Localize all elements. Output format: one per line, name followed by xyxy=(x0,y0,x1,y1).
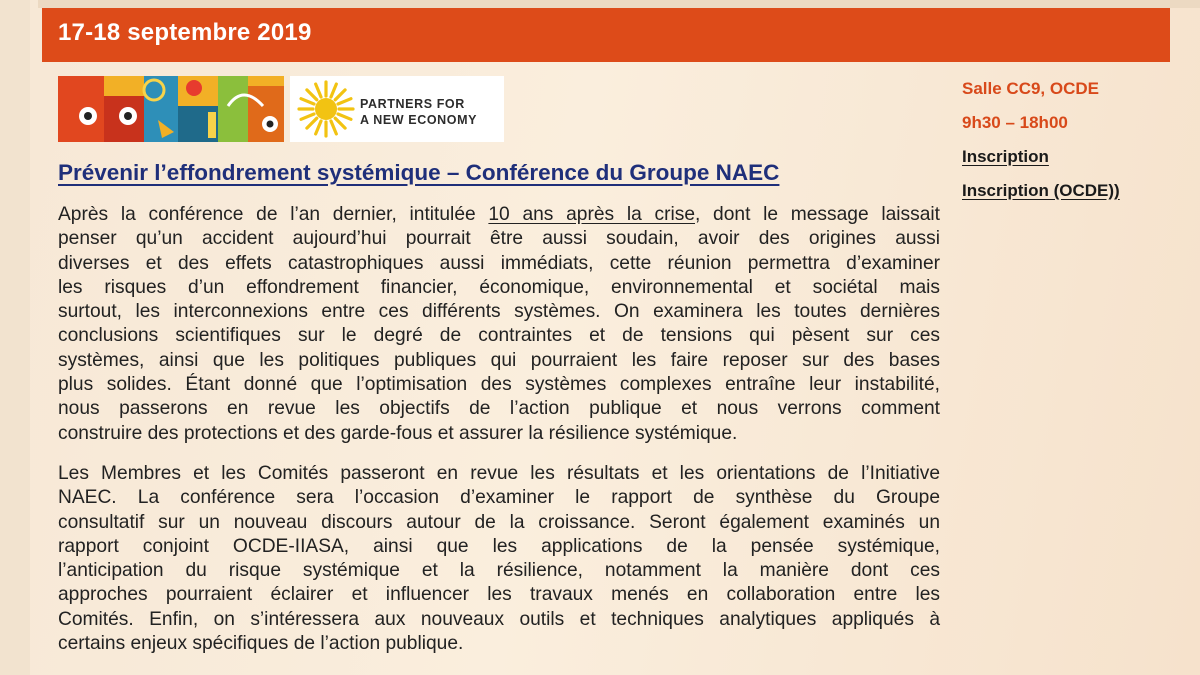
p1-line: penser qu’un accident aujourd’hui pourrait être aussi soudain, avoir des origines aussi xyxy=(58,228,940,250)
sun-icon xyxy=(296,79,356,139)
abstract-collage-icon xyxy=(58,76,284,142)
sun-ray xyxy=(338,99,351,104)
p2-line: consultatif sur un nouveau discours autour de la croissance. Seront également examinés un xyxy=(58,511,940,533)
sun-ray xyxy=(307,118,317,128)
sun-ray xyxy=(301,99,314,104)
p2-line: rapport conjoint OCDE-IIASA, ainsi que les applications de la pensée systémique, xyxy=(58,535,940,557)
partners-new-economy-logo xyxy=(290,76,504,142)
p2-line: Les Membres et les Comités passeront en revue les résultats et les orientations de l’Initiative xyxy=(58,463,940,484)
sun-ray xyxy=(316,84,321,97)
sun-ray xyxy=(335,118,345,128)
crisis-conference-link[interactable]: 10 ans après la crise xyxy=(488,204,695,225)
p1-line: systèmes, ainsi que les politiques publiques qui pourraient les faire reposer sur des bases xyxy=(58,349,940,371)
partner-line-1: PARTNERS FOR xyxy=(360,97,465,111)
p1-line: conclusions scientifiques sur le degré de contraintes et de tensions qui pèsent sur ces xyxy=(58,325,940,347)
event-time: 9h30 – 18h00 xyxy=(962,113,1068,132)
p2-line: approches pourraient éclairer et influencer les travaux menés en collaboration entre les xyxy=(58,584,940,606)
page-title: Prévenir l’effondrement systémique – Conférence du Groupe NAEC xyxy=(58,160,780,185)
event-date: 17-18 septembre 2019 xyxy=(58,19,312,46)
naec-art-logo xyxy=(58,76,284,142)
p2-line: l’anticipation du risque systémique et la résilience, notamment la manière dont ces xyxy=(58,560,940,582)
p2-line: NAEC. La conférence sera l’occasion d’examiner le rapport de synthèse du Groupe xyxy=(58,487,940,509)
sun-ray xyxy=(331,121,336,134)
registration-link[interactable]: Inscription xyxy=(962,147,1049,166)
sun-ray xyxy=(307,90,317,100)
p1-line: construire des protections et des garde-fous et assurer la résilience systémique. xyxy=(58,422,738,444)
p1-line: nous passerons en revue les objectifs de l’action publique et nous verrons comment xyxy=(58,398,940,420)
event-room: Salle CC9, OCDE xyxy=(962,79,1099,98)
event-details xyxy=(962,72,1120,208)
sun-ray xyxy=(335,90,345,100)
p1-line: plus solides. Étant donné que l’optimisation des systèmes complexes entraîne leur instabilité, xyxy=(58,374,940,396)
p1-line: Après la conférence de l’an dernier, intitulée 10 ans après la crise, dont le message laissait xyxy=(58,204,940,225)
registration-oecd-link[interactable]: Inscription (OCDE)) xyxy=(962,181,1120,200)
sun-ray xyxy=(316,121,321,134)
p2-line: certains enjeux spécifiques de l’action publique. xyxy=(58,633,464,655)
p2-line: Comités. Enfin, on s’intéressera aux nouveaux outils et techniques analytiques appliqués à xyxy=(58,608,940,630)
partner-line-2: A NEW ECONOMY xyxy=(360,113,478,127)
page-top-edge xyxy=(38,0,1200,8)
sun-ray xyxy=(338,114,351,119)
p1-line: diverses et des effets catastrophiques aussi immédiats, cette réunion permettra d’examiner xyxy=(58,252,940,274)
p1-line: surtout, les interconnexions entre ces différents systèmes. On examinera les toutes dernières xyxy=(58,301,940,323)
sun-ray xyxy=(301,114,314,119)
paragraph-2 xyxy=(58,462,940,656)
p1-line: les risques d’un effondrement financier, économique, environnemental et sociétal mais xyxy=(58,276,940,298)
sun-ray xyxy=(331,84,336,97)
paragraph-1 xyxy=(58,203,940,446)
